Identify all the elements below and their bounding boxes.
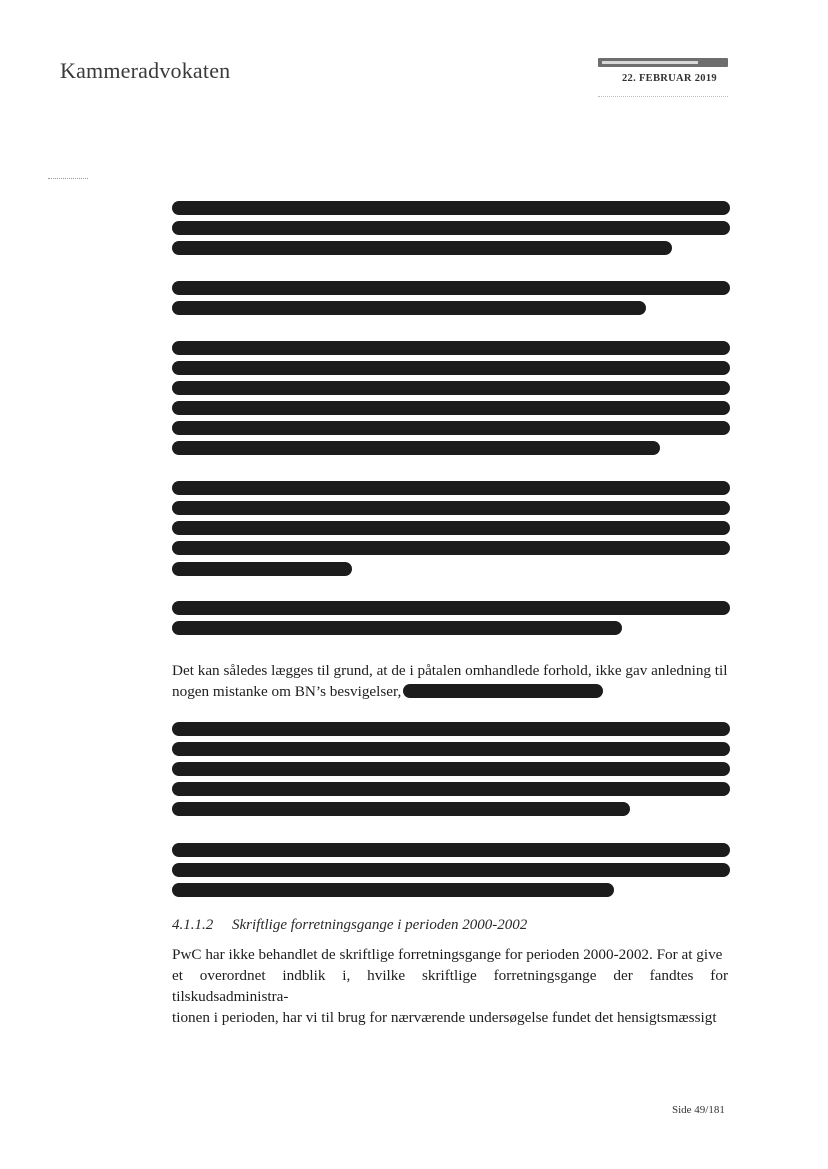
redaction-bar <box>172 501 730 515</box>
margin-dotted-rule <box>48 178 88 179</box>
redaction-bar <box>172 601 730 615</box>
redaction-bar <box>172 241 672 255</box>
redaction-bar <box>172 341 730 355</box>
redaction-bar <box>172 521 730 535</box>
redaction-bar <box>172 863 730 877</box>
redaction-bar <box>172 281 730 295</box>
redaction-bar <box>172 361 730 375</box>
body-line-2: et overordnet indblik i, hvilke skriftlige forretningsgange der fandtes for tilskudsadministra- <box>172 967 728 1005</box>
conclusion-line-1: Det kan således lægges til grund, at de i påtalen omhandlede forhold, ikke gav anledning til <box>172 662 728 679</box>
redaction-bar <box>172 562 352 576</box>
redaction-bar <box>172 201 730 215</box>
body-line-3: tionen i perioden, har vi til brug for nærværende undersøgelse fundet det hensigtsmæssigt <box>172 1009 717 1026</box>
conclusion-paragraph <box>172 660 728 702</box>
redaction-bar <box>172 742 730 756</box>
header-date: 22. FEBRUAR 2019 <box>622 73 717 84</box>
redaction-bar <box>172 782 730 796</box>
redaction-bar <box>172 541 730 555</box>
header-date-block <box>598 58 728 102</box>
redaction-bar <box>172 301 646 315</box>
section-heading <box>172 917 527 934</box>
date-decorative-bar <box>598 58 728 67</box>
redaction-bar <box>172 621 622 635</box>
redaction-bar <box>172 401 730 415</box>
section-title: Skriftlige forretningsgange i perioden 2000-2002 <box>232 917 528 933</box>
redaction-bar <box>172 883 614 897</box>
redaction-bar <box>172 722 730 736</box>
redaction-bar <box>172 381 730 395</box>
brand-logo-text: Kammeradvokaten <box>60 58 231 83</box>
page-number: Side 49/181 <box>672 1104 725 1116</box>
redaction-bar <box>172 762 730 776</box>
redaction-bar <box>172 802 630 816</box>
body-paragraph <box>172 944 728 1028</box>
date-underline <box>598 96 728 97</box>
redaction-bar <box>172 481 730 495</box>
inline-redaction <box>403 684 603 698</box>
redaction-bar <box>172 221 730 235</box>
redaction-bar <box>172 421 730 435</box>
section-number: 4.1.1.2 <box>172 917 214 933</box>
body-line-1: PwC har ikke behandlet de skriftlige forretningsgange for perioden 2000-2002. For at give <box>172 946 723 963</box>
redaction-bar <box>172 843 730 857</box>
conclusion-line-2: nogen mistanke om BN’s besvigelser, <box>172 683 402 700</box>
redaction-bar <box>172 441 660 455</box>
